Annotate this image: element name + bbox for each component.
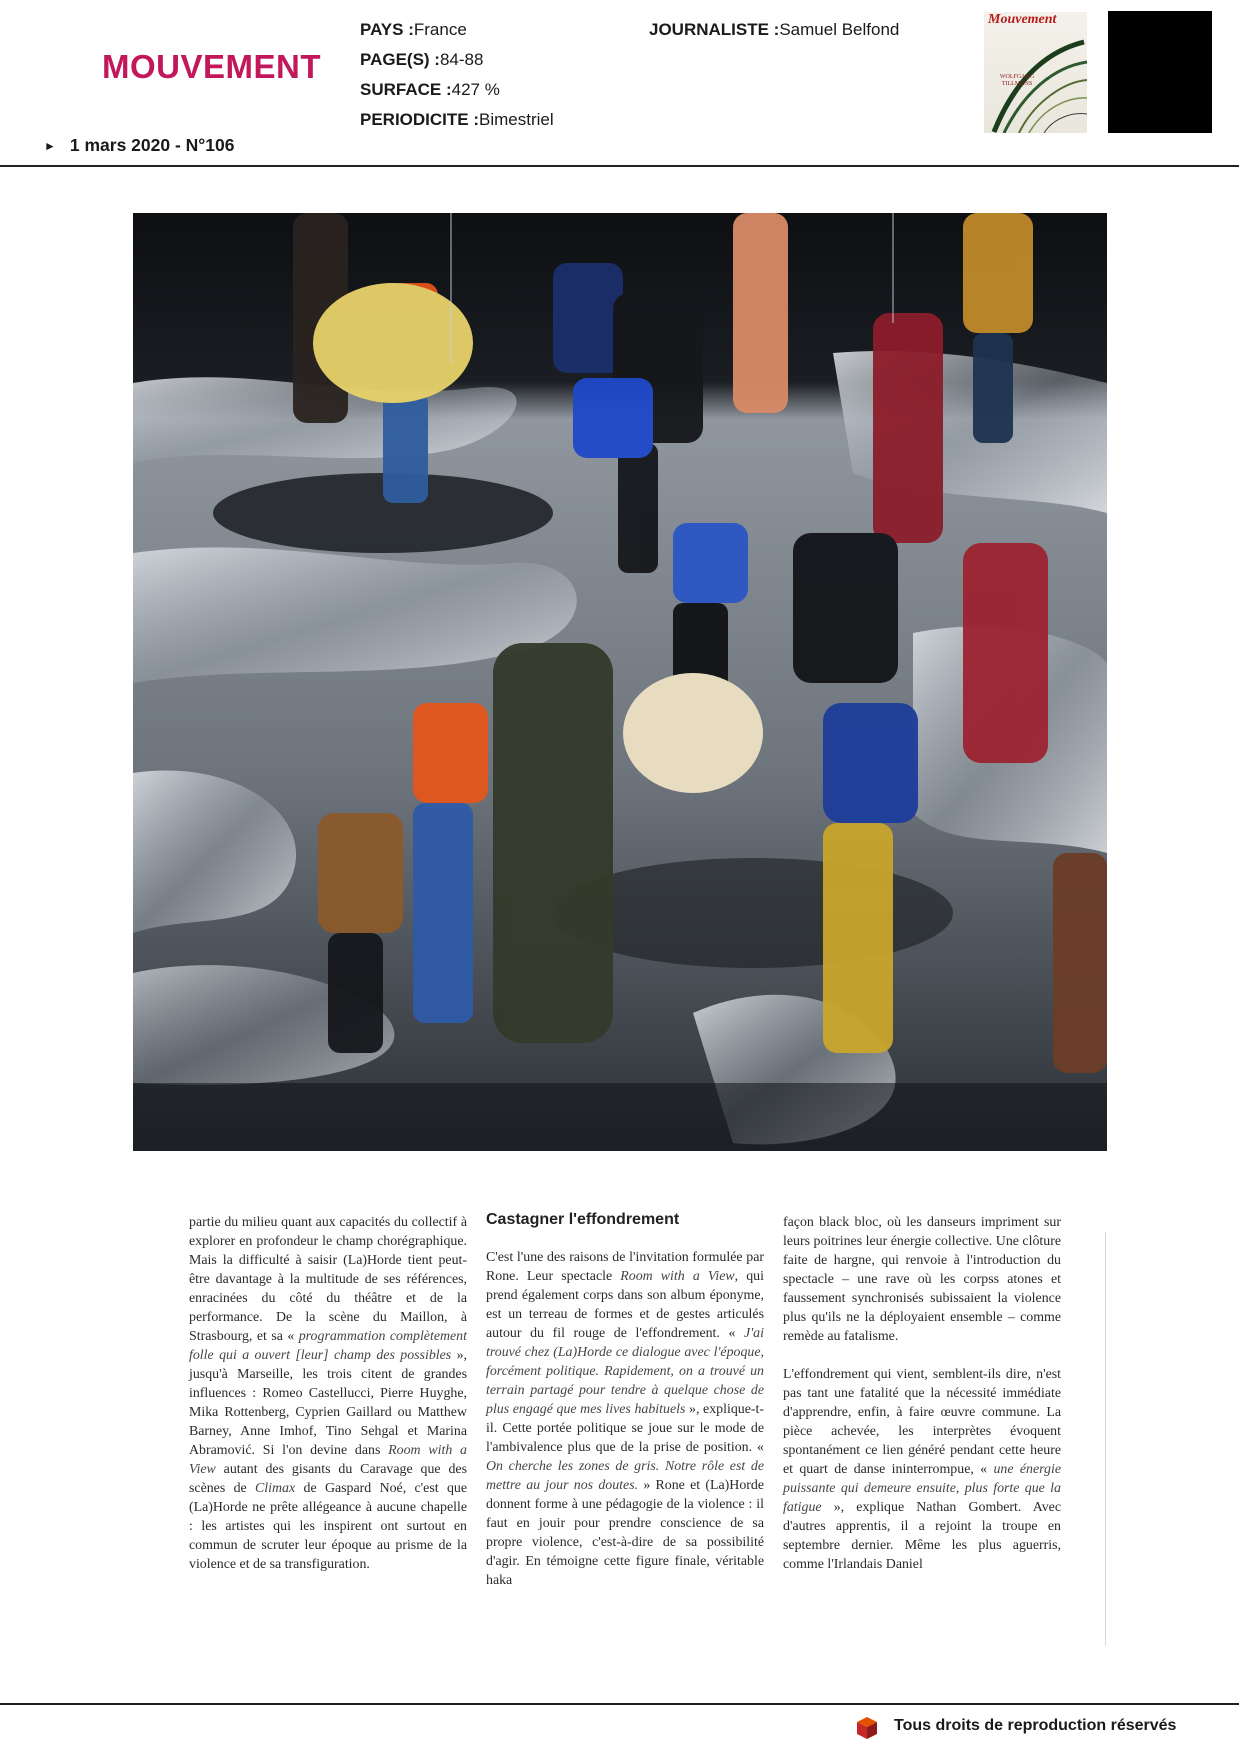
section-subheading: Castagner l'effondrement [486, 1211, 680, 1228]
text-run: , qui prend également corps dans son album éponyme, est un terreau de formes et de gestes articulés autour du fil rouge de l'effondrement. « [486, 1269, 764, 1341]
meta-periodicite [360, 110, 554, 130]
col3-paragraph-1: façon black bloc, où les danseurs impriment sur leurs poitrines leur énergie collective. Une clôture faite de hargne, qui renvoie à l'introduction du spectacle – une rave où les corpss atones et faussement synchronisés subissaient la violence plus qu'ils ne la déployaient ensemble – comme remède au fatalisme. [783, 1215, 1061, 1344]
article-column-1 [189, 1213, 467, 1574]
meta-journaliste-value: Samuel Belfond [779, 20, 900, 39]
meta-surface-value: 427 % [451, 80, 500, 99]
publication-logo: MOUVEMENT [102, 48, 321, 85]
text-run: » Rone et (La)Horde donnent forme à une pédagogie de la violence : il faut en jouir pour prendre conscience de sa propre violence, c'est-à-dire de sa possibilité d'agir. En témoigne cette figure finale, véritable haka [486, 1478, 764, 1588]
meta-pages-value: 84-88 [439, 50, 484, 69]
cover-title: Mouvement [988, 12, 1057, 27]
meta-pays-value: France [413, 20, 467, 39]
meta-pages-label: PAGE(S) : [360, 50, 440, 69]
meta-pays [360, 20, 467, 40]
cover-swirl-graphic [984, 12, 1087, 133]
quote: programmation complètement folle qui a ouvert [leur] champ des possibles [189, 1329, 467, 1363]
meta-periodicite-value: Bimestriel [479, 110, 554, 129]
text-run: », jusqu'à Marseille, les trois citent de grandes influences : Romeo Castellucci, Pierre Huyghe, Mika Rottenberg, Cyprien Gaillard ou Matthew Barney, Anne Imhof, Tino Sehgal et Marina Abramović. Si l'on devine dans [189, 1348, 467, 1458]
meta-surface-label: SURFACE : [360, 80, 452, 99]
cover-subtitle: WOLFGANG TILLMANS [999, 74, 1035, 87]
col3-paragraph-2 [783, 1365, 1061, 1574]
footer-divider [0, 1703, 1239, 1705]
meta-journaliste [649, 20, 899, 40]
text-run: de Gaspard Noé, c'est que (La)Horde ne prête allégeance à aucune chapelle : les artistes qui les inspirent ont surtout en commun de scruter leur époque au prisme de la violence et de sa transfiguration. [189, 1481, 467, 1572]
meta-pages [360, 50, 483, 70]
quote: J'ai trouvé chez (La)Horde ce dialogue avec l'époque, forcément politique. Rapidement, on a trouvé un terrain partagé pour tendre à quelque chose de plus engagé que mes lives habituels [486, 1326, 764, 1417]
quote: une énergie puissante qui demeure ensuite, plus forte que la fatigue [783, 1462, 1062, 1515]
quote: On cherche les zones de gris. Notre rôle est de mettre au jour nos doutes. [486, 1459, 764, 1493]
text-run: autant des gisants du Caravage que des scènes de [189, 1462, 467, 1496]
magazine-cover-thumbnail [984, 12, 1087, 133]
text-run: partie du milieu quant aux capacités du collectif à explorer en profondeur le champ chorégraphique. Mais la difficulté à saisir (La)Horde tient peut-être davantage à la multitude de ses références, enracinées du côté du théâtre et de la performance. De la scène du Maillon, à Strasbourg, et sa « [189, 1215, 467, 1344]
issue-date-text: 1 mars 2020 - N°106 [69, 135, 235, 155]
col1-paragraph [189, 1213, 467, 1574]
article-column-3 [783, 1213, 1061, 1574]
meta-journaliste-label: JOURNALISTE : [649, 20, 780, 39]
article-column-2 [486, 1213, 764, 1590]
text-run: », explique Nathan Gombert. Avec d'autres apprentis, il a rejoint la troupe en septembre dernier. Même les plus aguerris, comme l'Irlandais Daniel [783, 1500, 1061, 1572]
meta-surface [360, 80, 500, 100]
column-edge-line [1105, 1232, 1106, 1646]
meta-pays-label: PAYS : [360, 20, 414, 39]
col2-paragraph [486, 1248, 764, 1590]
work-title: Climax [255, 1481, 296, 1496]
work-title: Room with a View [189, 1443, 467, 1477]
article-photo [133, 213, 1107, 1151]
copyright-notice: Tous droits de reproduction réservés [894, 1717, 1177, 1734]
work-title: Room with a View [620, 1269, 735, 1284]
text-run: C'est l'une des raisons de l'invitation formulée par Rone. Leur spectacle [486, 1250, 764, 1284]
text-run: L'effondrement qui vient, semblent-ils dire, n'est pas tant une fatalité que la nécessité immédiate d'apprendre, enfin, à faire œuvre commune. La pièce achevée, les interprètes évoquent spontanément ce lien généré pendant cette heure et quart de danse ininterrompue, « [783, 1367, 1061, 1477]
cube-logo-icon [856, 1716, 878, 1740]
meta-periodicite-label: PERIODICITE : [360, 110, 480, 129]
arrow-right-icon: ► [44, 139, 56, 153]
redacted-box [1108, 11, 1212, 133]
header-divider [0, 165, 1239, 167]
issue-date [44, 135, 235, 156]
text-run: », explique-t-il. Cette portée politique se joue sur le mode de l'ambivalence plus que de la prise de position. « [486, 1402, 764, 1455]
